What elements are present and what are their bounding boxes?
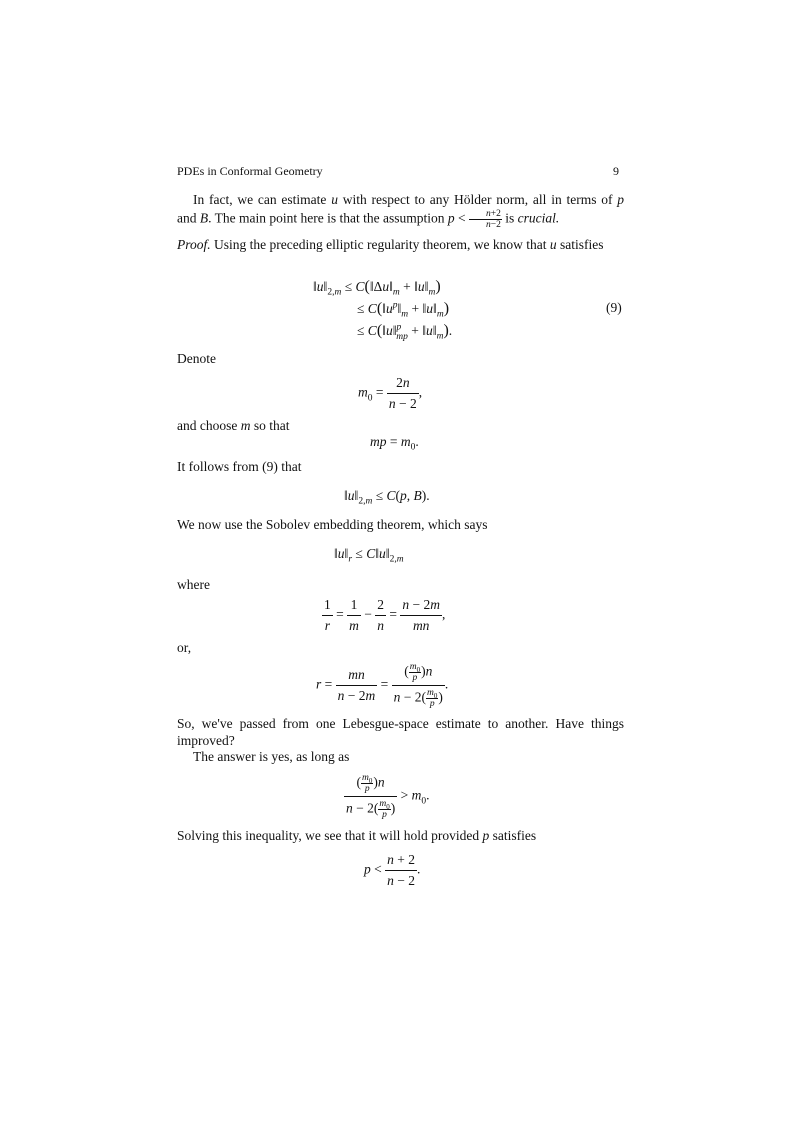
text-where: where	[177, 577, 210, 592]
equation-9-line-3: ≤ C(‖u‖$^p_{mp}$ + $‖u‖_m$).	[357, 322, 453, 342]
equation-bound: $‖u‖_{2,m} \le C(p$, B).	[344, 488, 430, 507]
equation-m0-definition: $m_0$ = $\frac{2n}{n - 2}$ ,	[358, 375, 423, 411]
paragraph-passed: So, we've passed from one Lebesgue-space estimate to another. Have things improved?	[177, 716, 624, 748]
equation-p-bound: p < $\frac{n + 2}{n - 2}$ .	[364, 852, 421, 888]
paragraph-proof: Proof. Using the preceding elliptic regularity theorem, we know that u satisfies	[177, 237, 604, 252]
equation-inequality: ( $\frac{m_0}{p}$ )n n − 2( $\frac{m_0}{p}$ ) > $m_0$.	[346, 773, 430, 820]
paragraph-answer: The answer is yes, as long as	[193, 749, 350, 764]
paragraph-holder-estimate: In fact, we can estimate u with respect to any Hölder norm, all in terms of p and B. The main point here is that the assumption p < $\frac{n+2}{n-2}$ is crucial.	[177, 192, 625, 230]
running-title: PDEs in Conformal Geometry	[177, 164, 323, 178]
equation-reciprocal-r: $\frac{1}{r}$ = $\frac{1}{m}$ − $\frac{2}{n}$ = $\frac{n - 2m}{mn}$ ,	[324, 597, 446, 633]
text-or: or,	[177, 640, 192, 655]
equation-sobolev: $‖u‖_r$ ≤ $C‖u‖_{2,m}$	[334, 546, 404, 565]
equation-number-9: (9)	[606, 300, 622, 315]
text-denote: Denote	[177, 351, 216, 366]
equation-mp-m0: mp = $m_0$.	[370, 434, 419, 453]
text-sobolev: We now use the Sobolev embedding theorem, which says	[177, 517, 488, 532]
equation-r: r = $\frac{mn}{n - 2m}$ = ( $\frac{m_0}{p}$ )n n − 2( $\frac{m_0}{p}$ ) .	[316, 662, 449, 709]
text-choose-m: and choose m so that	[177, 418, 290, 433]
text-follows: It follows from (9) that	[177, 459, 302, 474]
equation-9-line-1: $‖u‖_{2,m}$ ≤ $C(‖\Delta u‖_m$ + $‖u‖_m$)	[313, 278, 441, 298]
text-solving: Solving this inequality, we see that it will hold provided p satisfies	[177, 828, 537, 843]
equation-9-line-2: ≤ $C(‖u^p‖_m$ + $‖u‖_m$)	[357, 300, 450, 320]
equation-9	[313, 276, 452, 342]
page-number: 9	[613, 164, 619, 178]
